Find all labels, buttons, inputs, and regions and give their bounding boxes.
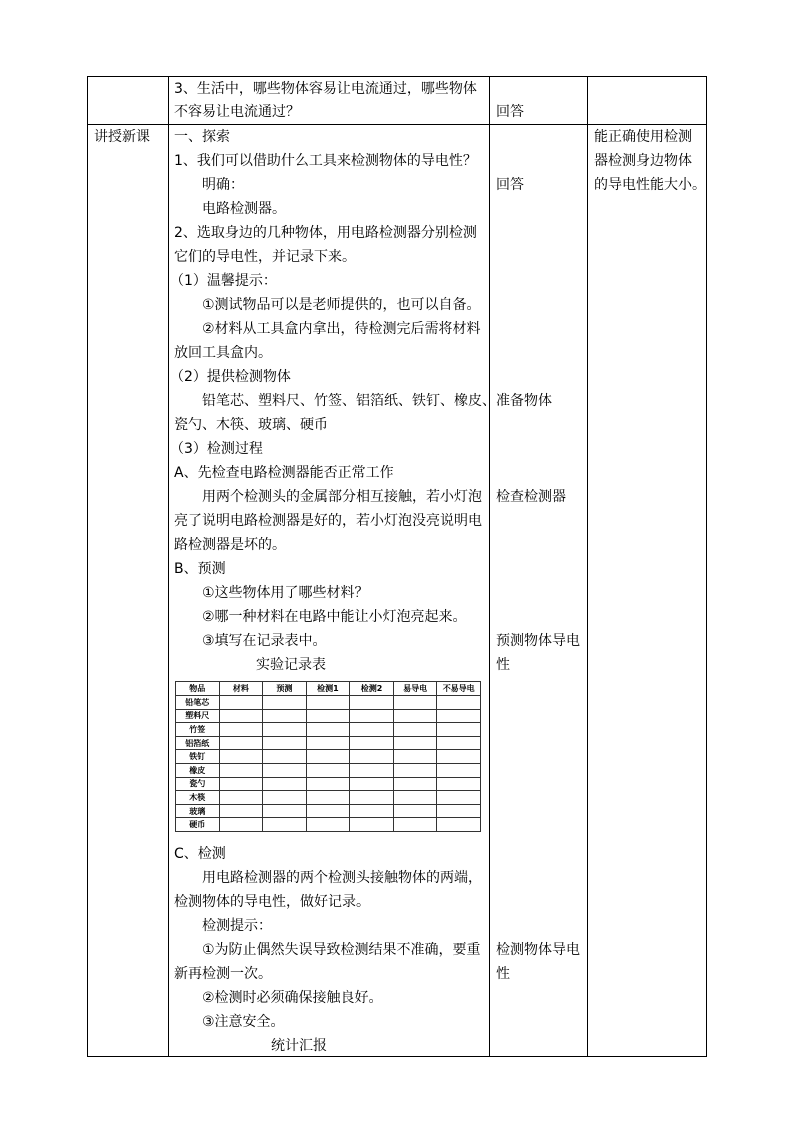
content-line: 检测物体的导电性，做好记录。 — [174, 894, 370, 910]
content-line: ①这些物体用了哪些材料？ — [202, 585, 369, 601]
record-table-row — [176, 804, 481, 818]
content-line: 瓷勺、木筷、玻璃、硬币 — [174, 417, 328, 433]
record-empty-cell — [350, 804, 394, 818]
record-table-row — [176, 696, 481, 710]
record-header-cell: 材料 — [219, 682, 263, 696]
col-divider-2 — [489, 76, 490, 1057]
record-table-header — [176, 682, 481, 696]
content-line: 一、探索 — [174, 129, 230, 145]
objective-line: 器检测身边物体 — [594, 153, 692, 169]
record-empty-cell — [393, 750, 437, 764]
record-empty-cell — [437, 750, 481, 764]
record-empty-cell — [393, 791, 437, 805]
content-line: 明确： — [202, 177, 244, 193]
record-empty-cell — [263, 750, 307, 764]
record-table-row — [176, 791, 481, 805]
record-empty-cell — [350, 736, 394, 750]
content-line: ①测试物品可以是老师提供的，也可以自备。 — [202, 297, 481, 313]
record-table-row — [176, 763, 481, 777]
content-line: 统计汇报 — [271, 1038, 327, 1054]
record-empty-cell — [393, 777, 437, 791]
record-empty-cell — [393, 736, 437, 750]
record-empty-cell — [350, 750, 394, 764]
content-line: 检测提示： — [202, 918, 272, 934]
content-line: 新再检测一次。 — [174, 966, 272, 982]
experiment-record-table — [175, 681, 481, 832]
record-empty-cell — [263, 696, 307, 710]
record-empty-cell — [263, 723, 307, 737]
col-divider-1 — [168, 76, 169, 1057]
record-empty-cell — [350, 709, 394, 723]
table-bottom-border — [87, 1056, 706, 1057]
record-empty-cell — [306, 750, 350, 764]
record-item-cell: 塑料尺 — [176, 709, 220, 723]
record-item-cell: 木筷 — [176, 791, 220, 805]
activity-label: 准备物体 — [496, 393, 552, 409]
record-empty-cell — [219, 696, 263, 710]
record-empty-cell — [219, 777, 263, 791]
record-empty-cell — [263, 736, 307, 750]
record-empty-cell — [350, 791, 394, 805]
content-line: ②材料从工具盒内拿出，待检测完后需将材料 — [202, 321, 481, 337]
content-line: 它们的导电性，并记录下来。 — [174, 249, 356, 265]
content-line: B、预测 — [174, 561, 226, 577]
record-empty-cell — [219, 818, 263, 832]
content-line: （3）检测过程 — [170, 441, 263, 457]
record-empty-cell — [219, 709, 263, 723]
record-empty-cell — [350, 777, 394, 791]
record-empty-cell — [306, 736, 350, 750]
record-empty-cell — [263, 709, 307, 723]
content-line: ②检测时必须确保接触良好。 — [202, 990, 383, 1006]
content-line: 2、选取身边的几种物体，用电路检测器分别检测 — [174, 225, 477, 241]
record-empty-cell — [437, 736, 481, 750]
record-empty-cell — [437, 791, 481, 805]
record-header-cell: 预测 — [263, 682, 307, 696]
record-empty-cell — [393, 723, 437, 737]
phase-label: 讲授新课 — [94, 129, 150, 145]
record-empty-cell — [393, 696, 437, 710]
record-table-row — [176, 723, 481, 737]
record-header-cell: 检测2 — [350, 682, 394, 696]
activity-label: 性 — [496, 657, 510, 673]
activity-label: 回答 — [496, 177, 524, 193]
content-line: 用电路检测器的两个检测头接触物体的两端， — [202, 870, 482, 886]
record-empty-cell — [437, 777, 481, 791]
activity-label: 性 — [496, 966, 510, 982]
record-empty-cell — [437, 763, 481, 777]
record-empty-cell — [437, 709, 481, 723]
record-empty-cell — [306, 804, 350, 818]
content-line: （2）提供检测物体 — [170, 369, 291, 385]
record-item-cell: 铁钉 — [176, 750, 220, 764]
record-empty-cell — [350, 696, 394, 710]
record-empty-cell — [219, 750, 263, 764]
record-empty-cell — [393, 804, 437, 818]
record-empty-cell — [306, 723, 350, 737]
record-item-cell: 橡皮 — [176, 763, 220, 777]
objective-line: 能正确使用检测 — [594, 129, 692, 145]
record-item-cell: 硬币 — [176, 818, 220, 832]
record-empty-cell — [350, 763, 394, 777]
content-line: （1）温馨提示： — [170, 273, 277, 289]
content-line: ①为防止偶然失误导致检测结果不准确，要重 — [202, 942, 481, 958]
table-right-border — [706, 76, 707, 1057]
record-table-row — [176, 818, 481, 832]
record-header-cell: 不易导电 — [437, 682, 481, 696]
record-empty-cell — [437, 696, 481, 710]
record-empty-cell — [306, 763, 350, 777]
activity-label: 预测物体导电 — [496, 633, 580, 649]
question-3-line2: 不容易让电流通过？ — [174, 104, 300, 120]
content-line: 亮了说明电路检测器是好的，若小灯泡没亮说明电 — [174, 513, 482, 529]
record-item-cell: 玻璃 — [176, 804, 220, 818]
record-empty-cell — [393, 763, 437, 777]
record-header-cell: 物品 — [176, 682, 220, 696]
record-empty-cell — [219, 791, 263, 805]
content-line: 铅笔芯、塑料尺、竹签、铝箔纸、铁钉、橡皮、 — [202, 393, 496, 409]
content-line: 放回工具盒内。 — [174, 345, 272, 361]
table-left-border — [87, 76, 88, 1057]
content-line: 1、我们可以借助什么工具来检测物体的导电性？ — [174, 153, 477, 169]
record-empty-cell — [350, 818, 394, 832]
content-line: 电路检测器。 — [202, 201, 286, 217]
content-line: ③注意安全。 — [202, 1014, 285, 1030]
record-empty-cell — [306, 791, 350, 805]
record-empty-cell — [306, 818, 350, 832]
record-empty-cell — [263, 804, 307, 818]
record-empty-cell — [393, 818, 437, 832]
record-table-caption: 实验记录表 — [256, 657, 326, 673]
objective-line: 的导电性能大小。 — [594, 177, 706, 193]
record-table-row — [176, 777, 481, 791]
record-empty-cell — [306, 777, 350, 791]
content-line: 路检测器是坏的。 — [174, 537, 286, 553]
record-item-cell: 铅笔芯 — [176, 696, 220, 710]
record-header-cell: 检测1 — [306, 682, 350, 696]
content-line: A、先检查电路检测器能否正常工作 — [174, 465, 394, 481]
col-divider-3 — [587, 76, 588, 1057]
content-line: ②哪一种材料在电路中能让小灯泡亮起来。 — [202, 609, 467, 625]
record-table-row — [176, 709, 481, 723]
record-empty-cell — [437, 723, 481, 737]
activity-label: 检测物体导电 — [496, 942, 580, 958]
question-3-line1: 3、生活中，哪些物体容易让电流通过，哪些物体 — [174, 81, 477, 97]
content-line: ③填写在记录表中。 — [202, 633, 327, 649]
record-empty-cell — [263, 763, 307, 777]
top-activity: 回答 — [496, 104, 524, 120]
record-empty-cell — [437, 818, 481, 832]
record-empty-cell — [263, 818, 307, 832]
record-empty-cell — [263, 791, 307, 805]
record-empty-cell — [306, 696, 350, 710]
record-empty-cell — [219, 723, 263, 737]
record-empty-cell — [219, 763, 263, 777]
record-empty-cell — [393, 709, 437, 723]
content-line: 用两个检测头的金属部分相互接触，若小灯泡 — [202, 489, 482, 505]
content-line: C、检测 — [174, 846, 226, 862]
record-table-row — [176, 750, 481, 764]
record-empty-cell — [219, 804, 263, 818]
activity-label: 检查检测器 — [496, 489, 566, 505]
record-empty-cell — [306, 709, 350, 723]
record-empty-cell — [219, 736, 263, 750]
record-empty-cell — [437, 804, 481, 818]
record-empty-cell — [350, 723, 394, 737]
record-item-cell: 瓷勺 — [176, 777, 220, 791]
record-table-row — [176, 736, 481, 750]
record-header-cell: 易导电 — [393, 682, 437, 696]
record-empty-cell — [263, 777, 307, 791]
record-item-cell: 竹签 — [176, 723, 220, 737]
record-item-cell: 铝箔纸 — [176, 736, 220, 750]
